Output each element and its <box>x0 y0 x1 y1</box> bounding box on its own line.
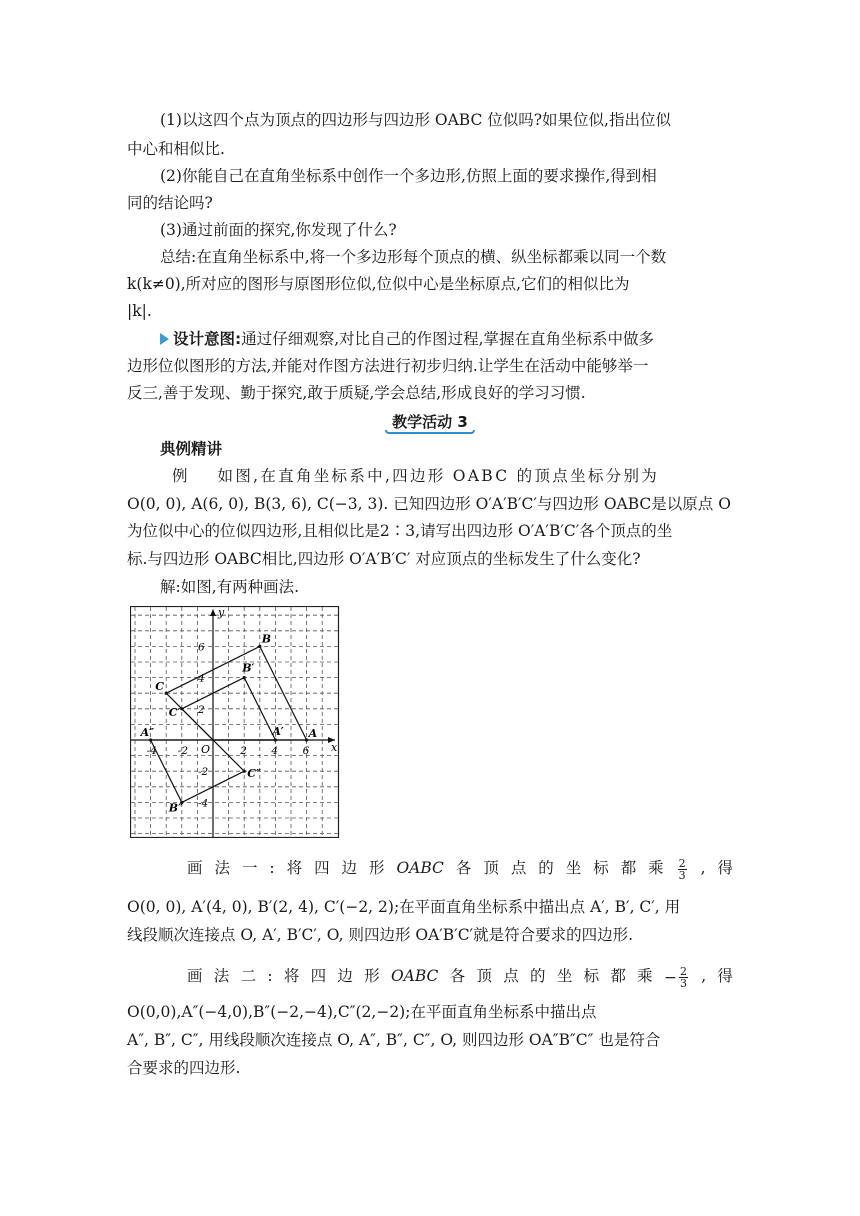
coordinate-figure <box>130 606 340 838</box>
method-word: 乘 <box>637 967 653 985</box>
x-tick-label: -4 <box>146 745 157 757</box>
fraction-numerator: 2 <box>679 965 687 978</box>
method-word: 顶 <box>476 967 492 985</box>
method-word: 画 <box>187 967 203 985</box>
method-1-line-1 <box>187 858 733 881</box>
example-heading: 典例精讲 <box>160 440 223 458</box>
method-word: 顶 <box>483 859 499 877</box>
method-word: 得 <box>717 859 733 877</box>
y-tick-label: -4 <box>198 797 209 810</box>
method-1-line-3: 线段顺次连接点 O, A′, B′C′, O, 则四边形 OA′B′C′就是符合要求的四边形. <box>127 926 634 944</box>
method-word: 边 <box>337 967 353 985</box>
method-word: 点 <box>510 859 527 877</box>
method-word: 各 <box>455 859 472 877</box>
figure-frame <box>131 607 339 838</box>
method-word: 坐 <box>565 859 582 877</box>
method-word: 标 <box>593 859 609 877</box>
method-2-line-2: O(0,0),A″(−4,0),B″(−2,−4),C″(2,−2);在平面直角坐标系中描出点 <box>127 1003 597 1021</box>
method-word: 法 <box>213 967 230 985</box>
method-word: 的 <box>530 967 546 985</box>
method-word: 各 <box>449 967 466 985</box>
method-word: : <box>269 859 275 877</box>
method-2-line-3: A″, B″, C″, 用线段顺次连接点 O, A″, B″, C″, O, 则四边形 OA″B″C″ 也是符合 <box>127 1031 661 1049</box>
fraction <box>664 966 690 989</box>
method-word: OABC <box>390 967 439 985</box>
method-word: 一 <box>241 859 258 877</box>
method-1-line-2: O(0, 0), A′(4, 0), B′(2, 4), C′(−2, 2);在平面直角坐标系中描出点 A′, B′, C′, 用 <box>127 898 681 916</box>
fraction-numerator: 2 <box>678 857 686 870</box>
example-word: 例 <box>172 467 188 485</box>
fraction-denominator: 3 <box>678 869 686 882</box>
vertex-label: B′ <box>242 661 255 675</box>
vertex-point <box>274 738 277 741</box>
method-word: 画 <box>187 859 203 877</box>
solution-intro: 解:如图,有两种画法. <box>160 578 300 596</box>
method-word: , <box>700 859 706 877</box>
design-intent-line-1 <box>160 329 766 349</box>
method-word: 乘 <box>648 859 664 877</box>
x-tick-label: 4 <box>271 745 279 757</box>
x-tick-label: 6 <box>302 745 310 757</box>
example-line-3: 为位似中心的位似四边形,且相似比是2∶3,请写出四边形 O′A′B′C′各个顶点的坐 <box>127 522 673 540</box>
method-word: 坐 <box>556 967 573 985</box>
example-line-2: O(0, 0), A(6, 0), B(3, 6), C(−3, 3). 已知四边形 O′A′B′C′与四边形 OABC是以原点 O <box>127 495 731 513</box>
vertex-point <box>243 770 246 773</box>
vertex-label: B <box>261 632 272 646</box>
method-word: 点 <box>503 967 519 985</box>
method-word: 将 <box>283 967 300 985</box>
fraction-denominator: 3 <box>679 977 687 990</box>
y-tick-label: 4 <box>198 672 205 685</box>
y-axis-arrow-icon <box>210 609 216 616</box>
question-3: (3)通过前面的探究,你发现了什么? <box>160 221 397 239</box>
method-word: 都 <box>610 967 626 985</box>
triangle-bullet-icon <box>160 333 169 345</box>
method-word: : <box>267 967 273 985</box>
fraction-body <box>679 966 688 989</box>
method-2-line-4: 合要求的四边形. <box>127 1059 241 1077</box>
x-axis-label: x <box>331 741 338 754</box>
method-word: 的 <box>538 859 554 877</box>
method-word: 将 <box>286 859 303 877</box>
vertex-point <box>165 692 168 695</box>
activity-banner-title: 教学活动 3 <box>392 413 468 431</box>
example-question-text: 如图,在直角坐标系中,四边形 OABC 的顶点坐标分别为 <box>217 467 660 485</box>
design-intent-line-2: 边形位似图形的方法,并能对作图方法进行初步归纳.让学生在活动中能够举一 <box>127 357 649 375</box>
method-word: 标 <box>583 967 600 985</box>
method-word: 二 <box>240 967 257 985</box>
activity-banner <box>385 408 475 434</box>
vertex-label: A′ <box>272 725 284 738</box>
example-line-1 <box>172 466 733 486</box>
example-line-4: 标.与四边形 OABC相比,四边形 O′A′B′C′ 对应顶点的坐标发生了什么变化? <box>127 550 641 568</box>
question-2-line-1: (2)你能自己在直角坐标系中创作一个多边形,仿照上面的要求操作,得到相 <box>160 167 657 185</box>
y-axis-label: y <box>218 606 225 619</box>
method-word: 法 <box>214 859 230 877</box>
vertex-point <box>243 676 246 679</box>
activity-banner-underline <box>385 430 475 434</box>
method-word: 得 <box>717 967 733 985</box>
vertex-label: B″ <box>168 801 184 815</box>
method-word: 形 <box>369 859 385 877</box>
vertex-label: C″ <box>247 767 261 781</box>
question-1-line-1: (1)以这四个点为顶点的四边形与四边形 OABC 位似吗?如果位似,指出位似 <box>160 111 671 129</box>
question-2-line-2: 同的结论吗? <box>127 194 213 212</box>
summary-line-2: k(k≠0),所对应的图形与原图形位似,位似中心是坐标原点,它们的相似比为 <box>127 275 630 293</box>
summary-line-3: |k|. <box>127 302 152 320</box>
vertex-label: C′ <box>168 705 181 719</box>
fraction-body <box>678 858 687 881</box>
question-1-line-2: 中心和相似比. <box>127 140 225 158</box>
method-2-line-1 <box>187 966 733 989</box>
fraction <box>676 858 689 881</box>
y-tick-label: -2 <box>198 766 209 779</box>
method-word: , <box>701 967 707 985</box>
vertex-label: A″ <box>140 726 155 739</box>
vertex-label: A <box>308 727 318 740</box>
fraction-sign: − <box>663 968 677 987</box>
method-word: 边 <box>341 859 358 877</box>
method-word: 都 <box>620 859 637 877</box>
design-intent-line-3: 反三,善于发现、勤于探究,敢于质疑,学会总结,形成良好的学习习惯. <box>127 384 586 402</box>
design-intent-label: 设计意图: <box>173 330 242 348</box>
x-tick-label: -2 <box>177 745 189 757</box>
vertex-label: C <box>155 680 164 694</box>
method-word: 四 <box>314 859 330 877</box>
vertex-point <box>180 707 183 710</box>
y-tick-label: 2 <box>198 703 205 716</box>
method-word: 形 <box>364 967 380 985</box>
summary-line-1: 总结:在直角坐标系中,将一个多边形每个顶点的横、纵坐标都乘以同一个数 <box>160 248 667 266</box>
method-word: OABC <box>396 859 444 877</box>
x-tick-label: 2 <box>240 745 247 757</box>
design-intent-text-1: 通过仔细观察,对比自己的作图过程,掌握在直角坐标系中做多 <box>241 330 655 348</box>
origin-label: O <box>201 743 211 756</box>
method-word: 四 <box>310 967 327 985</box>
y-tick-label: 6 <box>198 641 205 654</box>
